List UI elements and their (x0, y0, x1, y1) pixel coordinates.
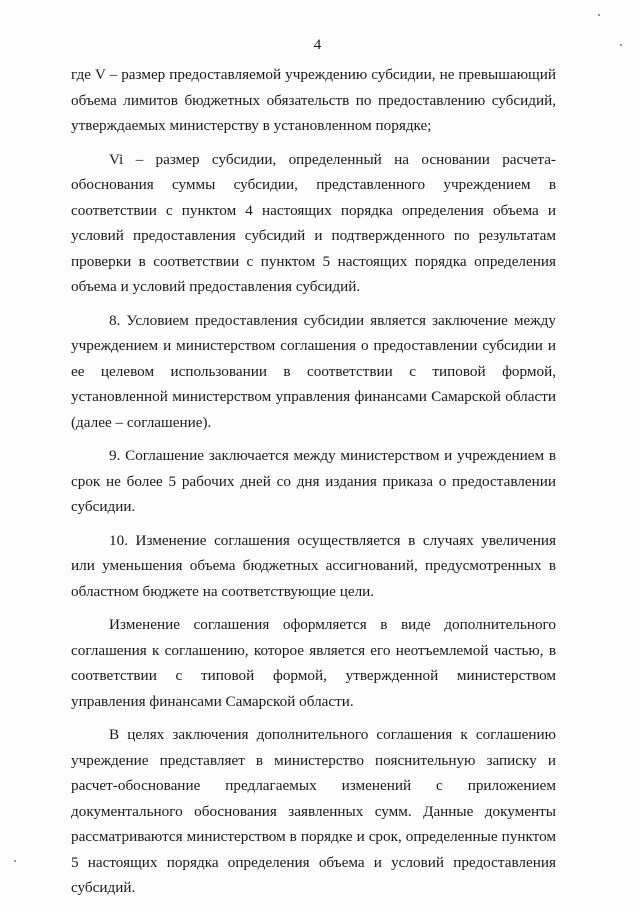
paragraph-clause-9: 9. Соглашение заключается между министерством и учреждением в срок не более 5 рабочих дней со дня издания приказа о предоставлении субсидии. (71, 447, 556, 515)
scan-speck (620, 44, 622, 46)
paragraph-clause-10: 10. Изменение соглашения осуществляется в случаях увеличения или уменьшения объема бюджетных ассигнований, предусмотренных в областном бюджете на соответствующие цели. (71, 531, 556, 600)
paragraph-definition-v: где V – размер предоставляемой учреждению субсидии, не превышающий объема лимитов бюджетных обязательств по предоставлению субсидий, утверждаемых министерству в установленном порядке; (71, 66, 556, 134)
scan-speck (598, 14, 600, 16)
paragraph-amendment-procedure: В целях заключения дополнительного соглашения к соглашению учреждение представляет в министерство пояснительную записку и расчет-обоснование предлагаемых изменений с приложением документального обоснования заявленных сумм. Данные документы рассматриваются министерством в порядке и срок, определенные пунктом 5 настоящих порядка определения объема и условий предоставления субсидий. (71, 726, 556, 896)
paragraph-clause-8: 8. Условием предоставления субсидии является заключение между учреждением и министерством соглашения о предоставлении субсидии и ее целевом использовании в соответствии с типовой формой, установленной министерством управления финансами Самарской области (далее – соглашение). (71, 311, 556, 431)
page-number: 4 (313, 37, 322, 53)
scan-speck (14, 860, 16, 862)
paragraph-definition-vi: Vi – размер субсидии, определенный на основании расчета-обоснования суммы субсидии, представленного учреждением в соответствии с пунктом 4 настоящих порядка определения объема и условий предоставления субсидий и подтвержденного по результатам проверки в соответствии с пунктом 5 настоящих порядка определения объема и условий предоставления субсидий. (71, 150, 556, 295)
document-body (71, 62, 556, 909)
paragraph-amendment-form: Изменение соглашения оформляется в виде дополнительного соглашения к соглашению, которое является его неотъемлемой частью, в соответствии с типовой формой, утвержденной министерством управления финансами Самарской области. (71, 616, 556, 710)
